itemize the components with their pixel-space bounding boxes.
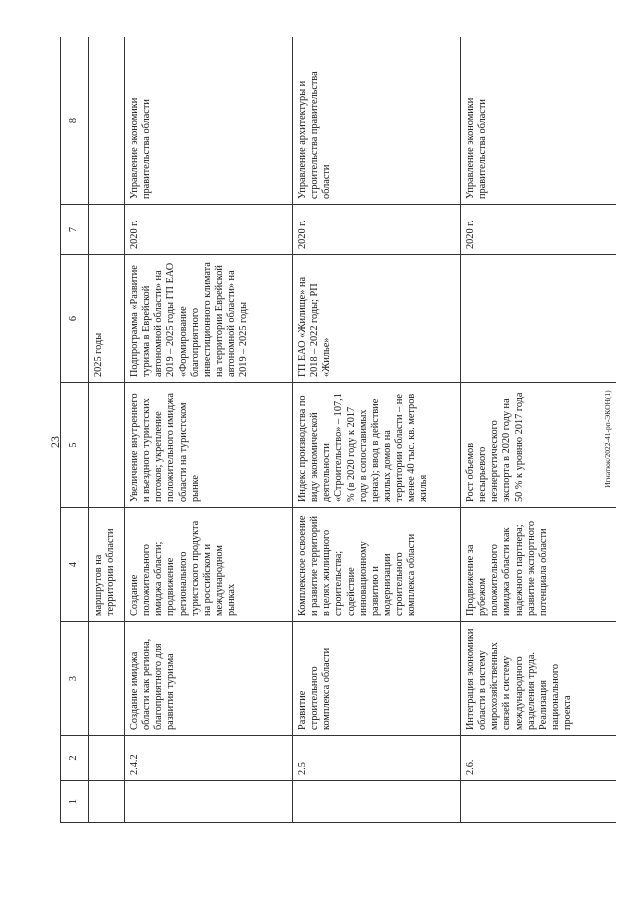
table-row <box>293 37 461 823</box>
header-cell: 1 <box>61 781 89 823</box>
table-row <box>89 37 125 823</box>
table-cell <box>293 781 461 823</box>
table-cell: 2025 годы <box>89 255 125 383</box>
table-cell: Подпрограмма «Развитие туризма в Еврейской автономной области» на 2019 – 2025 годы ГП ЕАО «Формирование благоприятного инвестиционного климата на территории Еврейской автономной области» на 2019 – 2025 годы <box>125 255 293 383</box>
table-cell: Управление экономики правительства области <box>461 37 617 205</box>
header-cell: 2 <box>61 736 89 781</box>
table-cell <box>89 383 125 508</box>
table-cell <box>89 37 125 205</box>
table-cell: 2.6. <box>461 736 617 781</box>
table-cell: ГП ЕАО «Жилище» на 2018 – 2022 годы; РП «Жилье» <box>293 255 461 383</box>
table-cell: Продвижение за рубежом положительного имиджа области как надежного партнера; развитие экспортного потенциала области <box>461 508 617 622</box>
table-cell: Создание имиджа области как региона, благоприятного для развития туризма <box>125 622 293 736</box>
table-cell <box>125 781 293 823</box>
table-cell: 2020 г. <box>125 205 293 255</box>
table-cell: Развитие строительного комплекса области <box>293 622 461 736</box>
table-cell <box>461 255 617 383</box>
footer-code: Игнатюк/2022-41-рп-ЭКОН(1) <box>603 390 612 488</box>
table-cell: 2020 г. <box>293 205 461 255</box>
rotated-table-area <box>60 37 616 823</box>
table-cell <box>461 781 617 823</box>
header-cell: 6 <box>61 255 89 383</box>
table-rotation-wrapper <box>60 37 616 823</box>
table-cell <box>89 205 125 255</box>
header-cell: 7 <box>61 205 89 255</box>
table-cell <box>89 781 125 823</box>
table-cell: 2.4.2 <box>125 736 293 781</box>
table-row <box>125 37 293 823</box>
table-cell: Управление экономики правительства области <box>125 37 293 205</box>
table-cell: Индекс производства по виду экономической деятельности «Строительство» – 107,1 % (в 2020 году к 2017 году в сопоставимых ценах); ввод в действие жилых домов на территории области – не менее 40 тыс. кв. метров жилья <box>293 383 461 508</box>
table-cell: Создание положительного имиджа области; продвижение регионального туристского продукта на российском и международном рынках <box>125 508 293 622</box>
table-cell: 2.5 <box>293 736 461 781</box>
table-cell: Увеличение внутреннего и въездного туристских потоков; укрепление положительного имиджа области на туристском рынке <box>125 383 293 508</box>
table-cell: маршрутов на территории области <box>89 508 125 622</box>
table-cell: Рост объемов несырьевого неэнергетического экспорта в 2020 году на 50 % к уровню 2017 года <box>461 383 617 508</box>
table-cell: Управление архитектуры и строительства правительства области <box>293 37 461 205</box>
header-cell: 4 <box>61 508 89 622</box>
page-number: 23 <box>48 436 62 448</box>
table-cell: Комплексное освоение и развитие территорий в целях жилищного строительства; содействие инновационному развитию и модернизации строительного комплекса области <box>293 508 461 622</box>
header-cell: 3 <box>61 622 89 736</box>
table-cell: Интеграция экономики области в систему мирохозяйственных связей и систему международного разделения труда. Реализация национального проекта <box>461 622 617 736</box>
table-cell: 2020 г. <box>461 205 617 255</box>
table-cell <box>89 622 125 736</box>
header-row <box>61 37 89 823</box>
plan-table <box>60 37 616 823</box>
header-cell: 8 <box>61 37 89 205</box>
header-cell: 5 <box>61 383 89 508</box>
table-row <box>461 37 617 823</box>
table-cell <box>89 736 125 781</box>
